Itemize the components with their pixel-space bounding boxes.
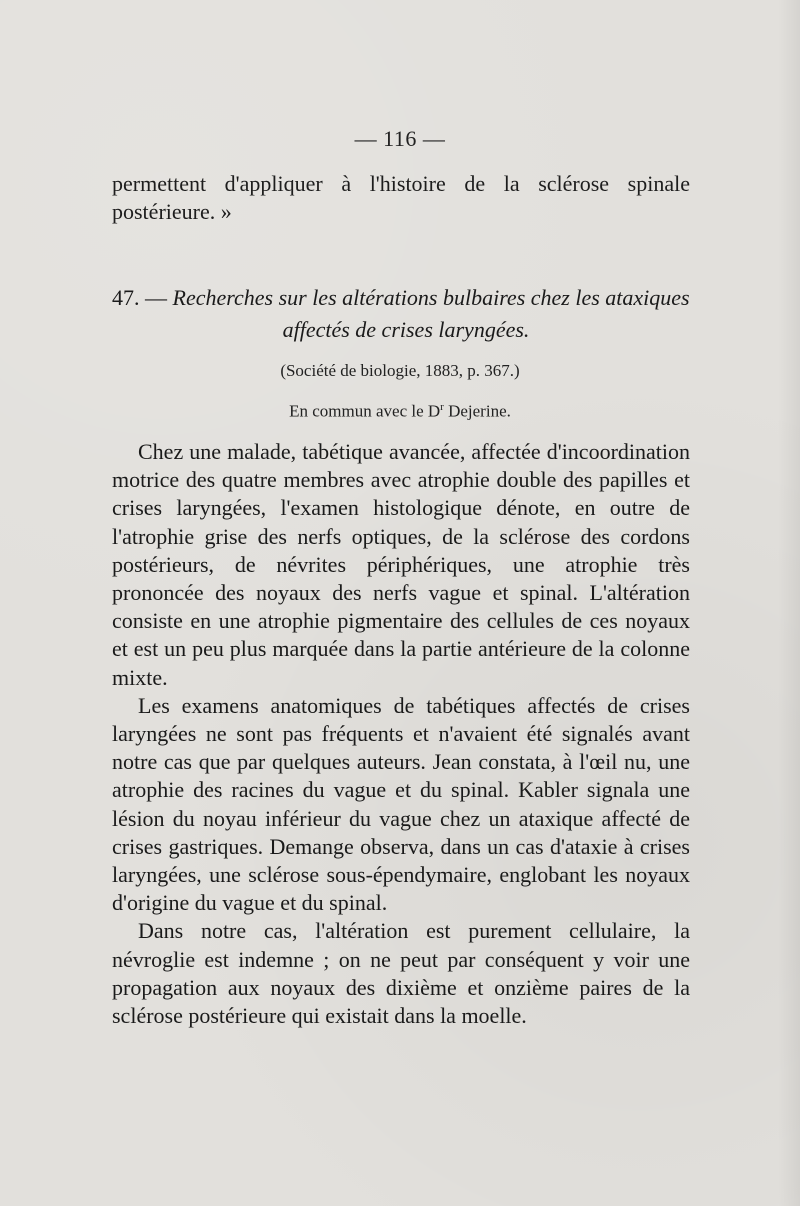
entry-title-line-1: Recherches sur les altérations bulbaires chez les ataxiques bbox=[172, 285, 690, 310]
body-paragraph-2: Les examens anatomiques de tabétiques affectés de crises laryngées ne sont pas fréquents et n'avaient été signalés avant notre cas que par quelques auteurs. Jean constata, à l'œil nu, une atrophie des racines du vague et du spinal. Kabler signala une lésion du noyau inférieur du vague chez un ataxique affecté de crises gastriques. Demange observa, dans un cas d'ataxie à crises laryngées, une sclérose sous-épendymaire, englobant les noyaux d'origine du vague et du spinal. bbox=[112, 692, 690, 916]
entry-body bbox=[112, 438, 690, 1030]
body-paragraph-1: Chez une malade, tabétique avancée, affectée d'incoordination motrice des quatre membres avec atrophie double des papilles et crises laryngées, l'examen histologique dénote, en outre de l'atrophie grise des nerfs optiques, de la sclérose des cordons postérieurs, de névrites périphériques, une atrophie très prononcée des noyaux des nerfs vague et spinal. L'altération consiste en une atrophie pigmentaire des cellules de ces noyaux et est un peu plus marquée dans la partie antérieure de la colonne mixte. bbox=[112, 439, 690, 690]
page-edge-shadow bbox=[778, 0, 800, 1206]
entry-number: 47. — bbox=[112, 285, 167, 310]
entry-source: (Société de biologie, 1883, p. 367.) bbox=[280, 361, 520, 380]
entry-heading bbox=[112, 282, 690, 346]
continuation-text: permettent d'appliquer à l'histoire de la sclérose spinale postérieure. » bbox=[112, 171, 690, 224]
coauthor-title-superscript: r bbox=[440, 401, 444, 413]
page-number: — 116 — bbox=[354, 126, 446, 151]
coauthor-prefix: En commun avec le D bbox=[289, 401, 441, 421]
body-paragraph-3: Dans notre cas, l'altération est purement cellulaire, la névroglie est indemne ; on ne peut par conséquent y voir une propagation aux noyaux des dixième et onzième paires de la sclérose postérieure qui existait dans la moelle. bbox=[112, 918, 690, 1029]
coauthor-name: Dejerine. bbox=[443, 401, 511, 421]
entry-title-line-2: affectés de crises laryngées. bbox=[282, 317, 530, 342]
entry-coauthor bbox=[0, 396, 800, 423]
